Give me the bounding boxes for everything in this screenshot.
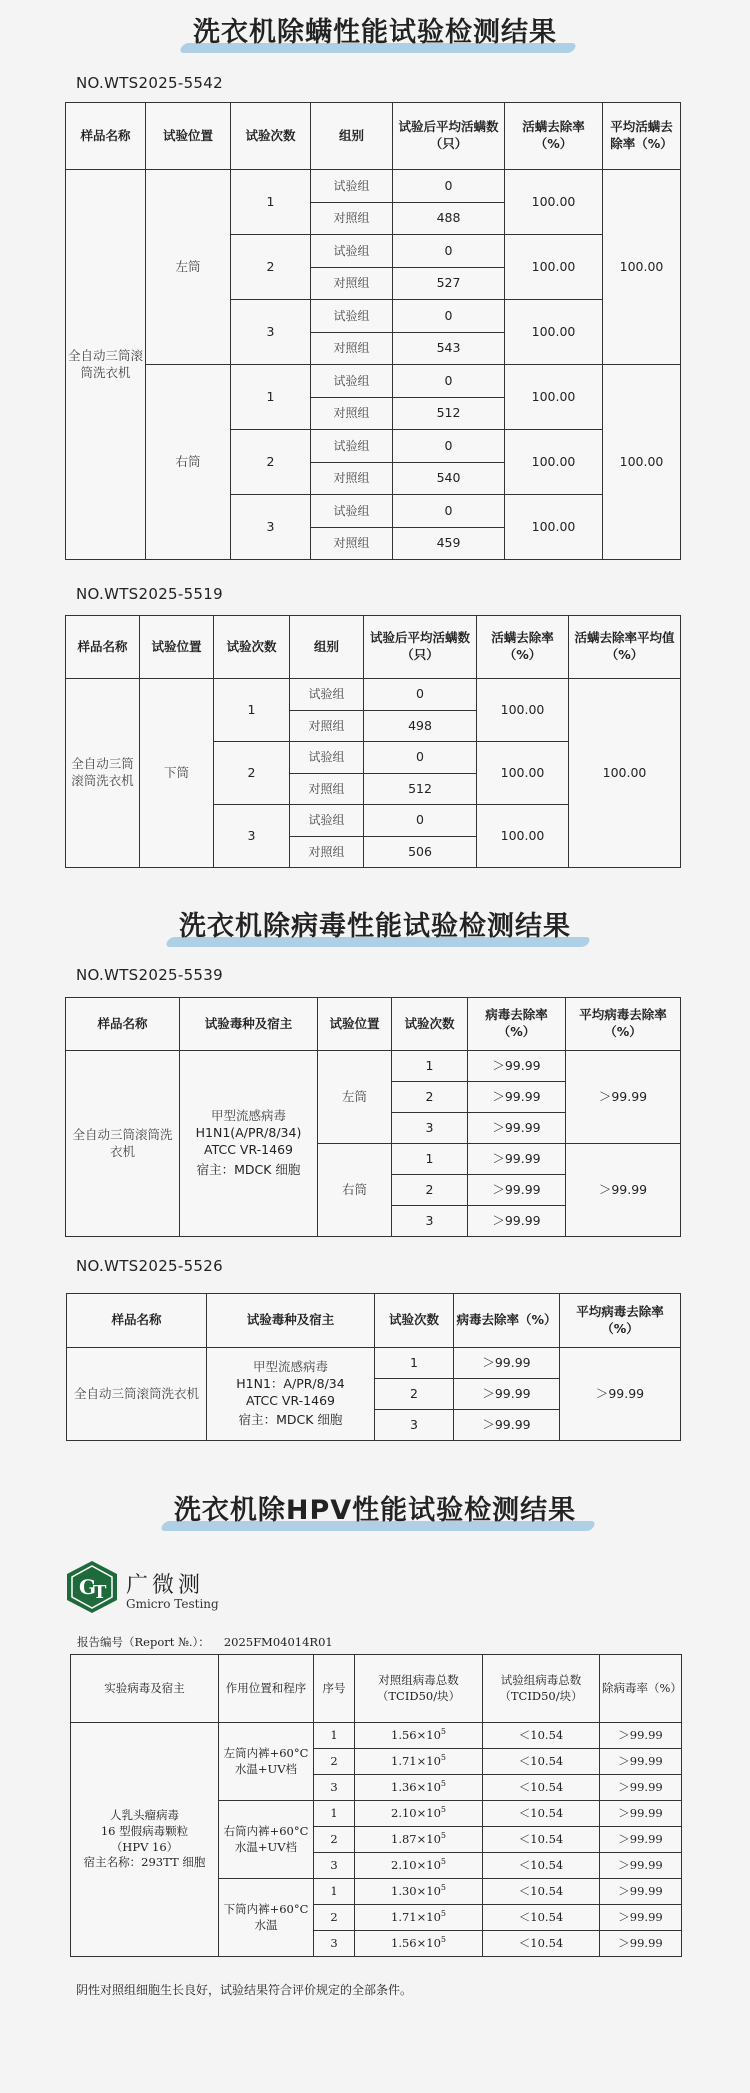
virus-table-5539	[65, 997, 681, 1237]
strain-code: H1N1(A/PR/8/34)	[195, 1124, 302, 1140]
count: 512	[393, 398, 505, 430]
trial-number: 1	[392, 1051, 468, 1082]
test-total: ＜10.54	[483, 1801, 600, 1827]
removal-rate: ＞99.99	[468, 1051, 566, 1082]
group: 试验组	[311, 235, 393, 268]
removal-rate: ＞99.99	[600, 1853, 682, 1879]
test-total: ＜10.54	[483, 1853, 600, 1879]
group: 对照组	[290, 837, 364, 868]
group: 试验组	[311, 170, 393, 203]
strain-code: H1N1：A/PR/8/34	[236, 1375, 345, 1391]
gmicro-logo-icon	[66, 1560, 118, 1614]
col-header: 平均活螨去除率（%）	[603, 103, 681, 170]
col-header: 试验后平均活螨数（只）	[364, 616, 477, 679]
removal-rate: 100.00	[477, 679, 569, 742]
removal-rate: ＞99.99	[468, 1144, 566, 1175]
removal-rate: ＞99.99	[468, 1113, 566, 1144]
report-number: NO.WTS2025-5519	[76, 585, 223, 603]
col-header: 作用位置和程序	[219, 1655, 314, 1723]
col-header: 试验后平均活螨数（只）	[393, 103, 505, 170]
control-total: $1.36\times 10^5$	[355, 1775, 483, 1801]
col-header: 序号	[314, 1655, 355, 1723]
col-header: 实验病毒及宿主	[71, 1655, 219, 1723]
seq: 1	[314, 1879, 355, 1905]
removal-rate: ＞99.99	[454, 1410, 560, 1441]
count: 0	[364, 742, 477, 774]
control-total: $2.10\times 10^5$	[355, 1801, 483, 1827]
removal-rate: 100.00	[505, 495, 603, 560]
seq: 2	[314, 1905, 355, 1931]
hpv-table	[70, 1654, 682, 1957]
unit: （TCID50/块）	[376, 1688, 461, 1703]
virus-strain	[207, 1348, 375, 1441]
group: 试验组	[290, 805, 364, 837]
test-total: ＜10.54	[483, 1931, 600, 1957]
group: 试验组	[290, 742, 364, 774]
col-header: 试验毒种及宿主	[207, 1294, 375, 1348]
avg-removal-rate: 100.00	[569, 679, 681, 868]
report-value: 2025FM04014R01	[223, 1635, 333, 1649]
removal-rate: ＞99.99	[600, 1723, 682, 1749]
col-header: 试验位置	[318, 998, 392, 1051]
count: 540	[393, 463, 505, 495]
hpv-section-title: 洗衣机除HPV性能试验检测结果	[0, 1488, 750, 1527]
control-total: $1.56\times 10^5$	[355, 1931, 483, 1957]
trial-number: 2	[392, 1175, 468, 1206]
group: 对照组	[311, 333, 393, 365]
trial-number: 3	[214, 805, 290, 868]
removal-rate: ＞99.99	[468, 1082, 566, 1113]
count: 527	[393, 268, 505, 300]
removal-rate: ＞99.99	[600, 1827, 682, 1853]
position: 右筒	[146, 365, 231, 560]
col-header: 活螨去除率（%）	[505, 103, 603, 170]
removal-rate: ＞99.99	[468, 1175, 566, 1206]
trial-number: 1	[375, 1348, 454, 1379]
group: 试验组	[311, 300, 393, 333]
trial-number: 1	[231, 170, 311, 235]
count: 0	[364, 805, 477, 837]
count: 0	[393, 235, 505, 268]
removal-rate: ＞99.99	[600, 1775, 682, 1801]
seq: 3	[314, 1931, 355, 1957]
col-header: 除病毒率（%）	[600, 1655, 682, 1723]
count: 0	[393, 300, 505, 333]
removal-rate: 100.00	[505, 300, 603, 365]
mite-table-5542	[65, 102, 681, 560]
removal-rate: 100.00	[505, 430, 603, 495]
host: 宿主：MDCK 细胞	[238, 1412, 343, 1428]
strain-name: 甲型流感病毒	[210, 1107, 286, 1123]
count: 488	[393, 203, 505, 235]
mite-section-title: 洗衣机除螨性能试验检测结果	[0, 10, 750, 49]
virus-section-title: 洗衣机除病毒性能试验检测结果	[0, 904, 750, 943]
seq: 3	[314, 1853, 355, 1879]
position: 左筒	[146, 170, 231, 365]
trial-number: 2	[231, 430, 311, 495]
sample-name: 全自动三筒滚筒洗衣机	[66, 1051, 180, 1237]
program: 右筒内裤+60°C水温+UV档	[219, 1801, 314, 1879]
control-total: $1.71\times 10^5$	[355, 1905, 483, 1931]
count: 506	[364, 837, 477, 868]
test-total: ＜10.54	[483, 1905, 600, 1931]
brand-name: 广微测	[126, 1573, 205, 1598]
trial-number: 3	[392, 1113, 468, 1144]
group: 试验组	[311, 365, 393, 398]
svg-text:G: G	[79, 1575, 97, 1599]
group: 对照组	[311, 528, 393, 560]
col-header: 平均病毒去除率（%）	[566, 998, 681, 1051]
group: 对照组	[311, 268, 393, 300]
sample-name: 全自动三筒滚筒洗衣机	[67, 1348, 207, 1441]
seq: 3	[314, 1775, 355, 1801]
control-total: $1.30\times 10^5$	[355, 1879, 483, 1905]
col-header: 病毒去除率（%）	[454, 1294, 560, 1348]
trial-number: 3	[231, 300, 311, 365]
group: 对照组	[311, 463, 393, 495]
count: 0	[393, 170, 505, 203]
sample-name: 全自动三筒滚筒洗衣机	[66, 170, 146, 560]
group: 对照组	[290, 774, 364, 805]
avg-removal-rate: ＞99.99	[566, 1051, 681, 1144]
report-number: NO.WTS2025-5542	[76, 74, 223, 92]
program: 左筒内裤+60°C水温+UV档	[219, 1723, 314, 1801]
removal-rate: ＞99.99	[600, 1905, 682, 1931]
avg-removal-rate: ＞99.99	[566, 1144, 681, 1237]
seq: 1	[314, 1801, 355, 1827]
col-header: 试验组病毒总数 （TCID50/块）	[483, 1655, 600, 1723]
trial-number: 2	[231, 235, 311, 300]
seq: 1	[314, 1723, 355, 1749]
control-total: $2.10\times 10^5$	[355, 1853, 483, 1879]
virus-strain	[180, 1051, 318, 1237]
brand-name-en: Gmicro Testing	[126, 1597, 219, 1611]
count: 0	[393, 495, 505, 528]
col-header: 试验位置	[146, 103, 231, 170]
seq: 2	[314, 1827, 355, 1853]
unit: （TCID50/块）	[499, 1688, 583, 1703]
test-total: ＜10.54	[483, 1723, 600, 1749]
mite-table-5519	[65, 615, 681, 868]
count: 512	[364, 774, 477, 805]
report-number: NO.WTS2025-5539	[76, 966, 223, 984]
col-header: 试验次数	[375, 1294, 454, 1348]
group: 试验组	[311, 430, 393, 463]
removal-rate: 100.00	[505, 365, 603, 430]
removal-rate: ＞99.99	[600, 1801, 682, 1827]
removal-rate: ＞99.99	[600, 1931, 682, 1957]
test-total: ＜10.54	[483, 1827, 600, 1853]
virus-name: 人乳头瘤病毒	[110, 1808, 179, 1823]
report-number: NO.WTS2025-5526	[76, 1257, 223, 1275]
strain-atcc: ATCC VR-1469	[246, 1392, 335, 1408]
trial-number: 2	[214, 742, 290, 805]
col-header: 试验次数	[214, 616, 290, 679]
avg-removal-rate: 100.00	[603, 170, 681, 365]
control-total: $1.71\times 10^5$	[355, 1749, 483, 1775]
col-header: 样品名称	[66, 998, 180, 1051]
footnote: 阴性对照组细胞生长良好，试验结果符合评价规定的全部条件。	[76, 1983, 413, 1997]
control-total: $1.87\times 10^5$	[355, 1827, 483, 1853]
trial-number: 3	[392, 1206, 468, 1237]
removal-rate: 100.00	[505, 235, 603, 300]
test-total: ＜10.54	[483, 1879, 600, 1905]
avg-removal-rate: 100.00	[603, 365, 681, 560]
col-header: 试验毒种及宿主	[180, 998, 318, 1051]
control-total: $1.56\times 10^5$	[355, 1723, 483, 1749]
removal-rate: 100.00	[477, 742, 569, 805]
removal-rate: ＞99.99	[468, 1206, 566, 1237]
removal-rate: ＞99.99	[600, 1749, 682, 1775]
report-label: 报告编号（Report №.）：	[77, 1635, 210, 1649]
sample-name: 全自动三筒滚筒洗衣机	[66, 679, 140, 868]
count: 0	[393, 430, 505, 463]
col-header: 对照组病毒总数 （TCID50/块）	[355, 1655, 483, 1723]
virus-table-5526	[66, 1293, 681, 1441]
virus-code: （HPV 16）	[110, 1839, 179, 1854]
removal-rate: 100.00	[505, 170, 603, 235]
col-header: 样品名称	[66, 103, 146, 170]
avg-removal-rate: ＞99.99	[560, 1348, 681, 1441]
trial-number: 3	[231, 495, 311, 560]
trial-number: 2	[392, 1082, 468, 1113]
removal-rate: ＞99.99	[454, 1379, 560, 1410]
col-header: 组别	[290, 616, 364, 679]
col-header: 试验次数	[231, 103, 311, 170]
count: 0	[393, 365, 505, 398]
virus-type: 16 型假病毒颗粒	[100, 1823, 189, 1838]
removal-rate: ＞99.99	[454, 1348, 560, 1379]
trial-number: 1	[214, 679, 290, 742]
group: 对照组	[290, 711, 364, 742]
col-header: 组别	[311, 103, 393, 170]
position: 右筒	[318, 1144, 392, 1237]
trial-number: 1	[392, 1144, 468, 1175]
col-header: 样品名称	[66, 616, 140, 679]
col-header: 试验位置	[140, 616, 214, 679]
trial-number: 2	[375, 1379, 454, 1410]
program: 下筒内裤+60°C水温	[219, 1879, 314, 1957]
col-header: 活螨去除率（%）	[477, 616, 569, 679]
count: 459	[393, 528, 505, 560]
strain-name: 甲型流感病毒	[252, 1358, 328, 1374]
count: 498	[364, 711, 477, 742]
trial-number: 3	[375, 1410, 454, 1441]
host: 宿主名称：293TT 细胞	[83, 1855, 206, 1870]
col-header: 病毒去除率（%）	[468, 998, 566, 1051]
col-header: 样品名称	[67, 1294, 207, 1348]
col-header: 试验次数	[392, 998, 468, 1051]
strain-atcc: ATCC VR-1469	[204, 1141, 293, 1157]
col-header: 平均病毒去除率（%）	[560, 1294, 681, 1348]
test-total: ＜10.54	[483, 1775, 600, 1801]
svg-text:T: T	[93, 1582, 107, 1603]
seq: 2	[314, 1749, 355, 1775]
hpv-report-number	[77, 1634, 347, 1650]
group: 对照组	[311, 398, 393, 430]
group: 试验组	[290, 679, 364, 711]
position: 左筒	[318, 1051, 392, 1144]
count: 0	[364, 679, 477, 711]
trial-number: 1	[231, 365, 311, 430]
col-header: 活螨去除率平均值（%）	[569, 616, 681, 679]
virus-host	[71, 1723, 219, 1957]
group: 对照组	[311, 203, 393, 235]
count: 543	[393, 333, 505, 365]
test-total: ＜10.54	[483, 1749, 600, 1775]
removal-rate: ＞99.99	[600, 1879, 682, 1905]
host: 宿主：MDCK 细胞	[196, 1162, 301, 1178]
position: 下筒	[140, 679, 214, 868]
removal-rate: 100.00	[477, 805, 569, 868]
group: 试验组	[311, 495, 393, 528]
